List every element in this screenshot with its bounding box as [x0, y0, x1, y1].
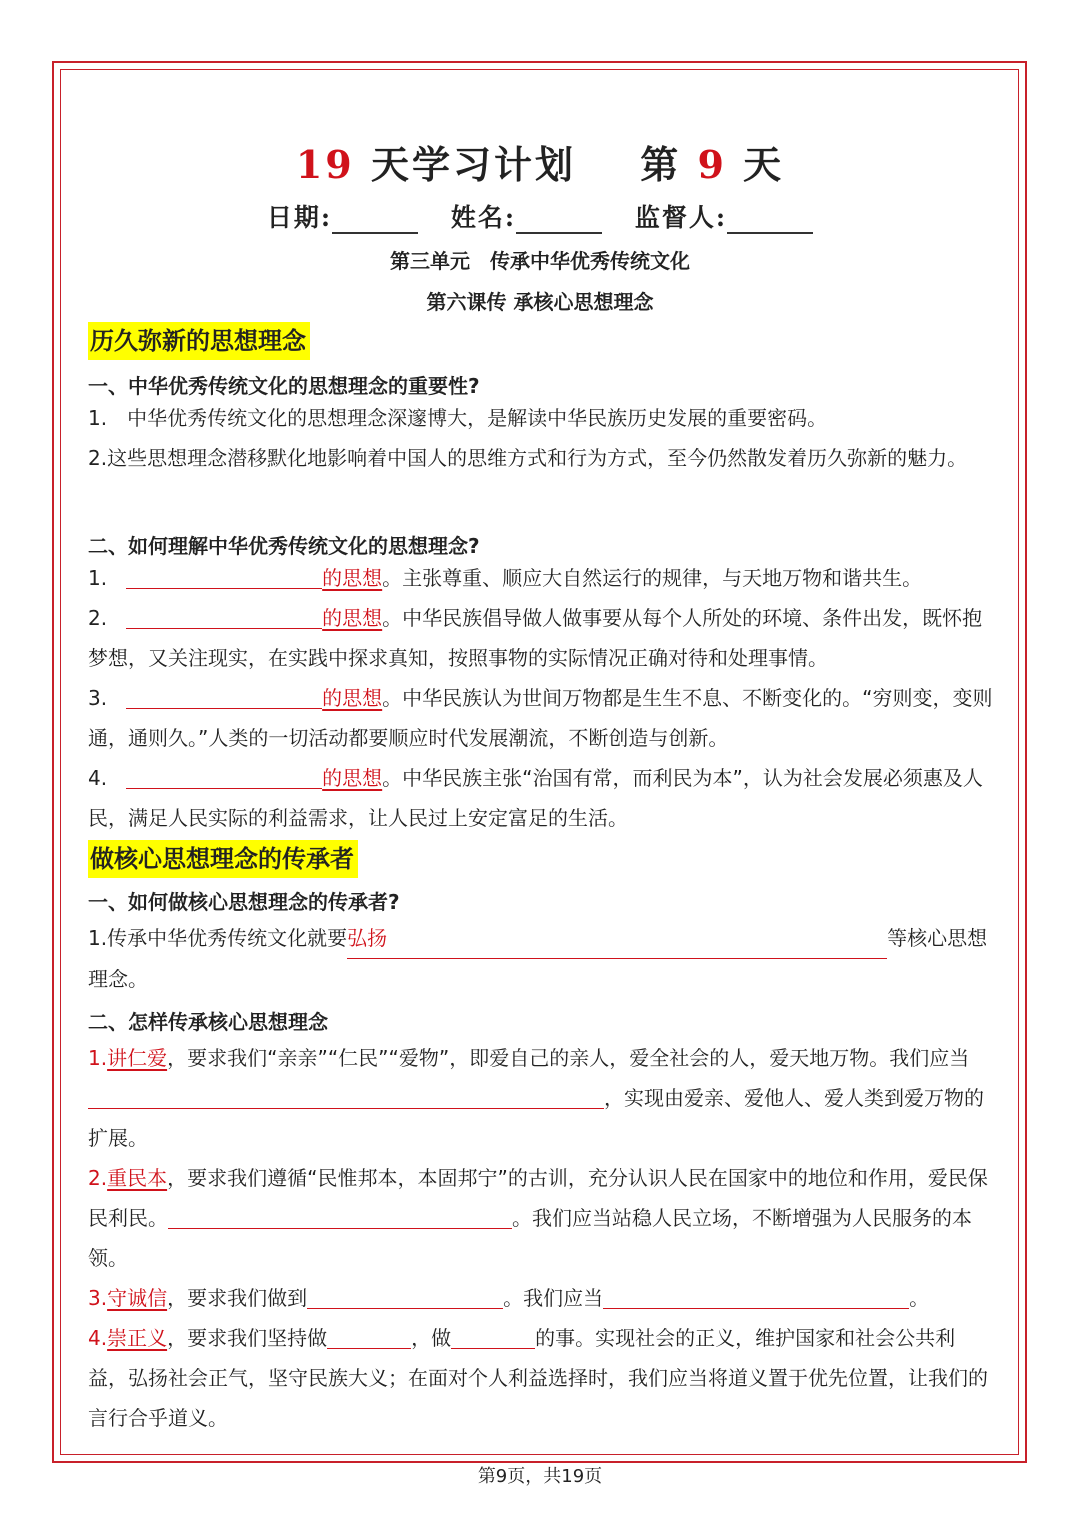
name-label: 姓名:: [450, 203, 517, 232]
section2-question2: 二、怎样传承核心思想理念: [88, 1010, 328, 1034]
title-days: 19: [295, 142, 355, 187]
section1-paragraph1: 1. 中华优秀传统文化的思想理念深邃博大，是解读中华民族历史发展的重要密码。: [88, 406, 828, 430]
fill-blank[interactable]: [126, 604, 322, 629]
title-text: 天学习计划: [370, 142, 576, 187]
section2-paragraph1: 1.传承中华优秀传统文化就要弘扬 等核心思想理念。: [88, 918, 994, 999]
page-title: [0, 134, 1080, 189]
fill-blank[interactable]: [88, 1084, 604, 1109]
section2-heading: 做核心思想理念的传承者: [88, 840, 358, 878]
supervisor-field[interactable]: [727, 206, 813, 234]
fill-blank[interactable]: [126, 684, 322, 709]
date-field[interactable]: [332, 206, 418, 234]
supervisor-label: 监督人:: [634, 203, 728, 232]
list-item: 1. 的思想。主张尊重、顺应大自然运行的规律，与天地万物和谐共生。: [88, 566, 923, 590]
list-item: 3. 的思想。中华民族认为世间万物都是生生不息、不断变化的。“穷则变，变则通，通则久。”人类的一切活动都要顺应时代发展潮流，不断创造与创新。: [88, 686, 993, 750]
info-row: [0, 198, 1080, 234]
section1-question2: 二、如何理解中华优秀传统文化的思想理念?: [88, 534, 480, 558]
fill-blank[interactable]: [126, 564, 322, 589]
title-day-label: 第: [640, 142, 682, 187]
fill-blank[interactable]: 弘扬: [347, 918, 887, 959]
fill-blank[interactable]: [168, 1204, 512, 1229]
section1-paragraph2: 2.这些思想理念潜移默化地影响着中国人的思维方式和行为方式，至今仍然散发着历久弥新的魅力。: [88, 446, 968, 470]
title-day-suffix: 天: [743, 142, 785, 187]
list-item: 1.讲仁爱，要求我们“亲亲”“仁民”“爱物”，即爱自己的亲人，爱全社会的人，爱天地万物。我们应当，实现由爱亲、爱他人、爱人类到爱万物的扩展。: [88, 1046, 984, 1150]
fill-blank[interactable]: [307, 1284, 503, 1309]
section2-question1: 一、如何做核心思想理念的传承者?: [88, 890, 400, 914]
section1-heading: 历久弥新的思想理念: [88, 322, 310, 360]
page-footer: 第9页，共19页: [477, 1466, 603, 1487]
list-item: 4.崇正义，要求我们坚持做 ，做 的事。实现社会的正义，维护国家和社会公共利益，弘扬社会正气，坚守民族大义；在面对个人利益选择时，我们应当将道义置于优先位置，让我们的言行合乎道义。: [88, 1326, 988, 1430]
fill-blank[interactable]: [451, 1324, 535, 1349]
title-day-number: 9: [697, 142, 727, 187]
list-item: 2. 的思想。中华民族倡导做人做事要从每个人所处的环境、条件出发，既怀抱梦想，又关注现实，在实践中探求真知，按照事物的实际情况正确对待和处理事情。: [88, 606, 983, 670]
lesson-title: 第六课传 承核心思想理念: [426, 290, 654, 314]
list-item: 4. 的思想。中华民族主张“治国有常，而利民为本”，认为社会发展必须惠及人民，满足人民实际的利益需求，让人民过上安定富足的生活。: [88, 766, 983, 830]
list-item: 2.重民本，要求我们遵循“民惟邦本，本固邦宁”的古训，充分认识人民在国家中的地位和作用，爱民保民利民。 。我们应当站稳人民立场，不断增强为人民服务的本领。: [88, 1166, 988, 1270]
section1-question1: 一、中华优秀传统文化的思想理念的重要性?: [88, 374, 480, 398]
name-field[interactable]: [516, 206, 602, 234]
date-label: 日期:: [266, 203, 333, 232]
list-item: 3.守诚信，要求我们做到 。我们应当 。: [88, 1286, 930, 1310]
fill-blank[interactable]: [327, 1324, 411, 1349]
fill-blank[interactable]: [126, 764, 322, 789]
unit-title: 第三单元 传承中华优秀传统文化: [390, 249, 690, 273]
fill-blank[interactable]: [603, 1284, 909, 1309]
